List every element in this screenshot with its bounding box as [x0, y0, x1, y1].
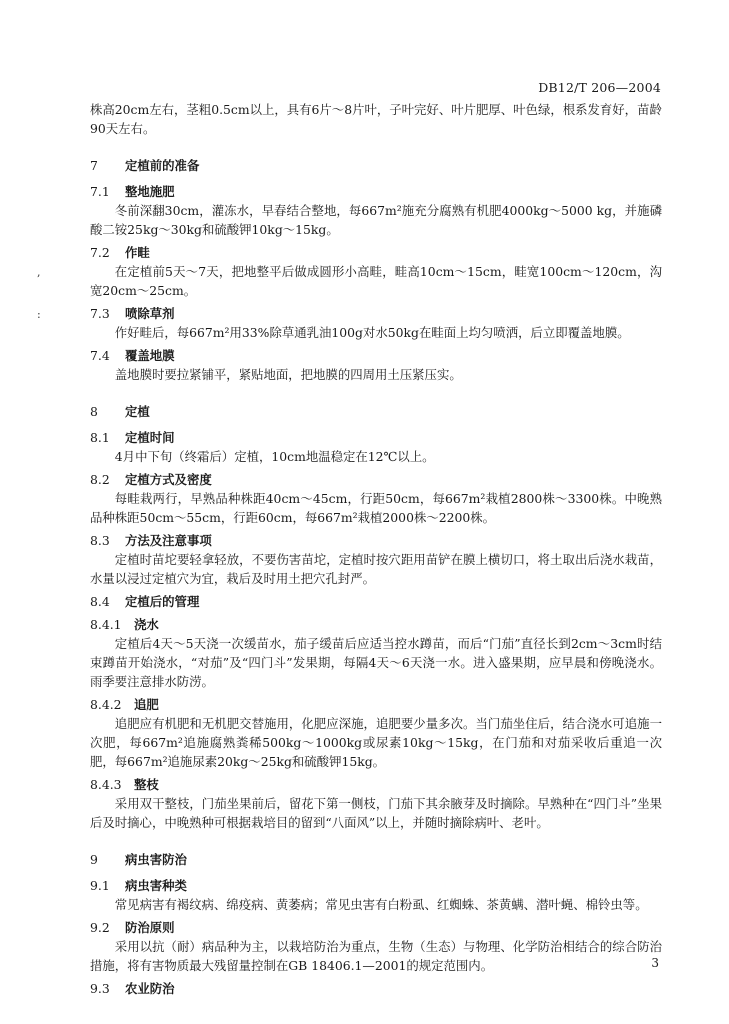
section-heading-8-3	[90, 531, 662, 550]
standard-code: DB12/T 206—2004	[538, 80, 661, 95]
section-title: 方法及注意事项	[125, 533, 212, 548]
section-number: 8.2	[90, 472, 110, 487]
section-number: 7.1	[90, 184, 110, 199]
section-heading-9	[90, 850, 662, 869]
section-heading-8-4-3	[90, 775, 662, 794]
section-number: 8.4	[90, 594, 110, 609]
section-number: 8.4.2	[90, 697, 122, 712]
section-title: 定植时间	[125, 430, 175, 445]
section-heading-9-1	[90, 876, 662, 895]
section-heading-8-4-1	[90, 615, 662, 634]
paragraph: 采用双干整枝，门茄坐果前后，留花下第一侧枝，门茄下其余腋芽及时摘除。早熟种在“四门斗”坐果后及时摘心，中晚熟种可根据栽培目的留到“八面风”以上，并随时摘除病叶、老叶。	[90, 796, 662, 830]
section-title: 定植前的准备	[125, 158, 200, 173]
section-title: 定植	[125, 404, 150, 419]
section-title: 病虫害种类	[125, 878, 187, 893]
paragraph-continued: 株高20cm左右，茎粗0.5cm以上，具有6片～8片叶，子叶完好、叶片肥厚、叶色绿，根系发育好，苗龄90天左右。	[90, 102, 662, 136]
section-number: 9.3	[90, 981, 110, 996]
paragraph: 采用以抗（耐）病品种为主，以栽培防治为重点，生物（生态）与物理、化学防治相结合的综合防治措施，将有害物质最大残留量控制在GB 18406.1—2001的规定范围内。	[90, 939, 662, 973]
section-number: 8.1	[90, 430, 110, 445]
section-title: 喷除草剂	[125, 306, 175, 321]
section-title: 整地施肥	[125, 184, 175, 199]
section-heading-9-3	[90, 979, 662, 998]
section-heading-7-3	[90, 304, 662, 323]
paragraph: 常见病害有褐纹病、绵疫病、黄萎病；常见虫害有白粉虱、红蜘蛛、茶黄螨、潜叶蝇、棉铃虫等。	[114, 897, 648, 912]
paragraph: 每畦栽两行，早熟品种株距40cm～45cm，行距50cm，每667m²栽植2800株～3300株。中晚熟品种株距50cm～55cm，行距60cm，每667m²栽植2000株～2200株。	[90, 491, 662, 525]
section-title: 定植后的管理	[125, 594, 200, 609]
section-number: 8.4.1	[90, 617, 122, 632]
section-title: 病虫害防治	[125, 852, 187, 867]
section-title: 浇水	[134, 617, 159, 632]
paragraph: 作好畦后，每667m²用33%除草通乳油100g对水50kg在畦面上均匀喷洒，后立即覆盖地膜。	[114, 325, 630, 340]
page-number: 3	[651, 956, 659, 970]
section-number: 8	[90, 404, 98, 419]
section-number: 7	[90, 158, 98, 173]
section-title: 农业防治	[125, 981, 175, 996]
section-number: 7.4	[90, 348, 110, 363]
paragraph: 定植时苗坨要轻拿轻放，不要伤害苗坨，定植时按穴距用苗铲在膜上横切口，将土取出后浇水栽苗，水量以浸过定植穴为宜，栽后及时用土把穴孔封严。	[90, 552, 662, 586]
section-number: 8.3	[90, 533, 110, 548]
section-number: 8.4.3	[90, 777, 122, 792]
section-heading-7-1	[90, 182, 662, 201]
margin-mark: :	[37, 308, 41, 321]
section-heading-8-2	[90, 470, 662, 489]
paragraph: 追肥应有机肥和无机肥交替施用，化肥应深施，追肥要少量多次。当门茄坐住后，结合浇水可追施一次肥，每667m²追施腐熟粪稀500kg～1000kg或尿素10kg～15kg，在门茄和对茄采收后重追一次肥，每667m²追施尿素20kg～25kg和硫酸钾15kg。	[90, 716, 662, 769]
section-heading-8-1	[90, 428, 662, 447]
paragraph: 定植后4天～5天浇一次缓苗水，茄子缓苗后应适当控水蹲苗，而后“门茄”直径长到2cm～3cm时结束蹲苗开始浇水，“对茄”及“四门斗”发果期，每隔4天～6天浇一水。进入盛果期，应早晨和傍晚浇水。雨季要注意排水防涝。	[90, 636, 662, 689]
section-heading-7-2	[90, 243, 662, 262]
section-number: 9.1	[90, 878, 110, 893]
section-heading-8-4-2	[90, 695, 662, 714]
section-title: 作畦	[125, 245, 150, 260]
section-heading-8-4	[90, 592, 662, 611]
section-title: 追肥	[134, 697, 159, 712]
paragraph: 4月中下旬（终霜后）定植，10cm地温稳定在12℃以上。	[114, 449, 435, 464]
document-body	[90, 100, 662, 998]
paragraph: 盖地膜时要拉紧铺平，紧贴地面，把地膜的四周用土压紧压实。	[114, 367, 462, 382]
section-heading-7	[90, 156, 662, 175]
section-heading-7-4	[90, 346, 662, 365]
section-title: 整枝	[134, 777, 159, 792]
section-title: 覆盖地膜	[125, 348, 175, 363]
section-title: 定植方式及密度	[125, 472, 212, 487]
paragraph: 在定植前5天～7天，把地整平后做成圆形小高畦，畦高10cm～15cm，畦宽100cm～120cm，沟宽20cm～25cm。	[90, 264, 662, 298]
section-number: 7.3	[90, 306, 110, 321]
margin-mark: ,	[37, 266, 41, 279]
section-heading-9-2	[90, 918, 662, 937]
paragraph: 冬前深翻30cm，灌冻水，早春结合整地，每667m²施充分腐熟有机肥4000kg～5000 kg，并施磷酸二铵25kg～30kg和硫酸钾10kg～15kg。	[90, 203, 662, 237]
section-number: 9.2	[90, 920, 110, 935]
section-heading-8	[90, 402, 662, 421]
section-number: 9	[90, 852, 98, 867]
section-title: 防治原则	[125, 920, 175, 935]
section-number: 7.2	[90, 245, 110, 260]
